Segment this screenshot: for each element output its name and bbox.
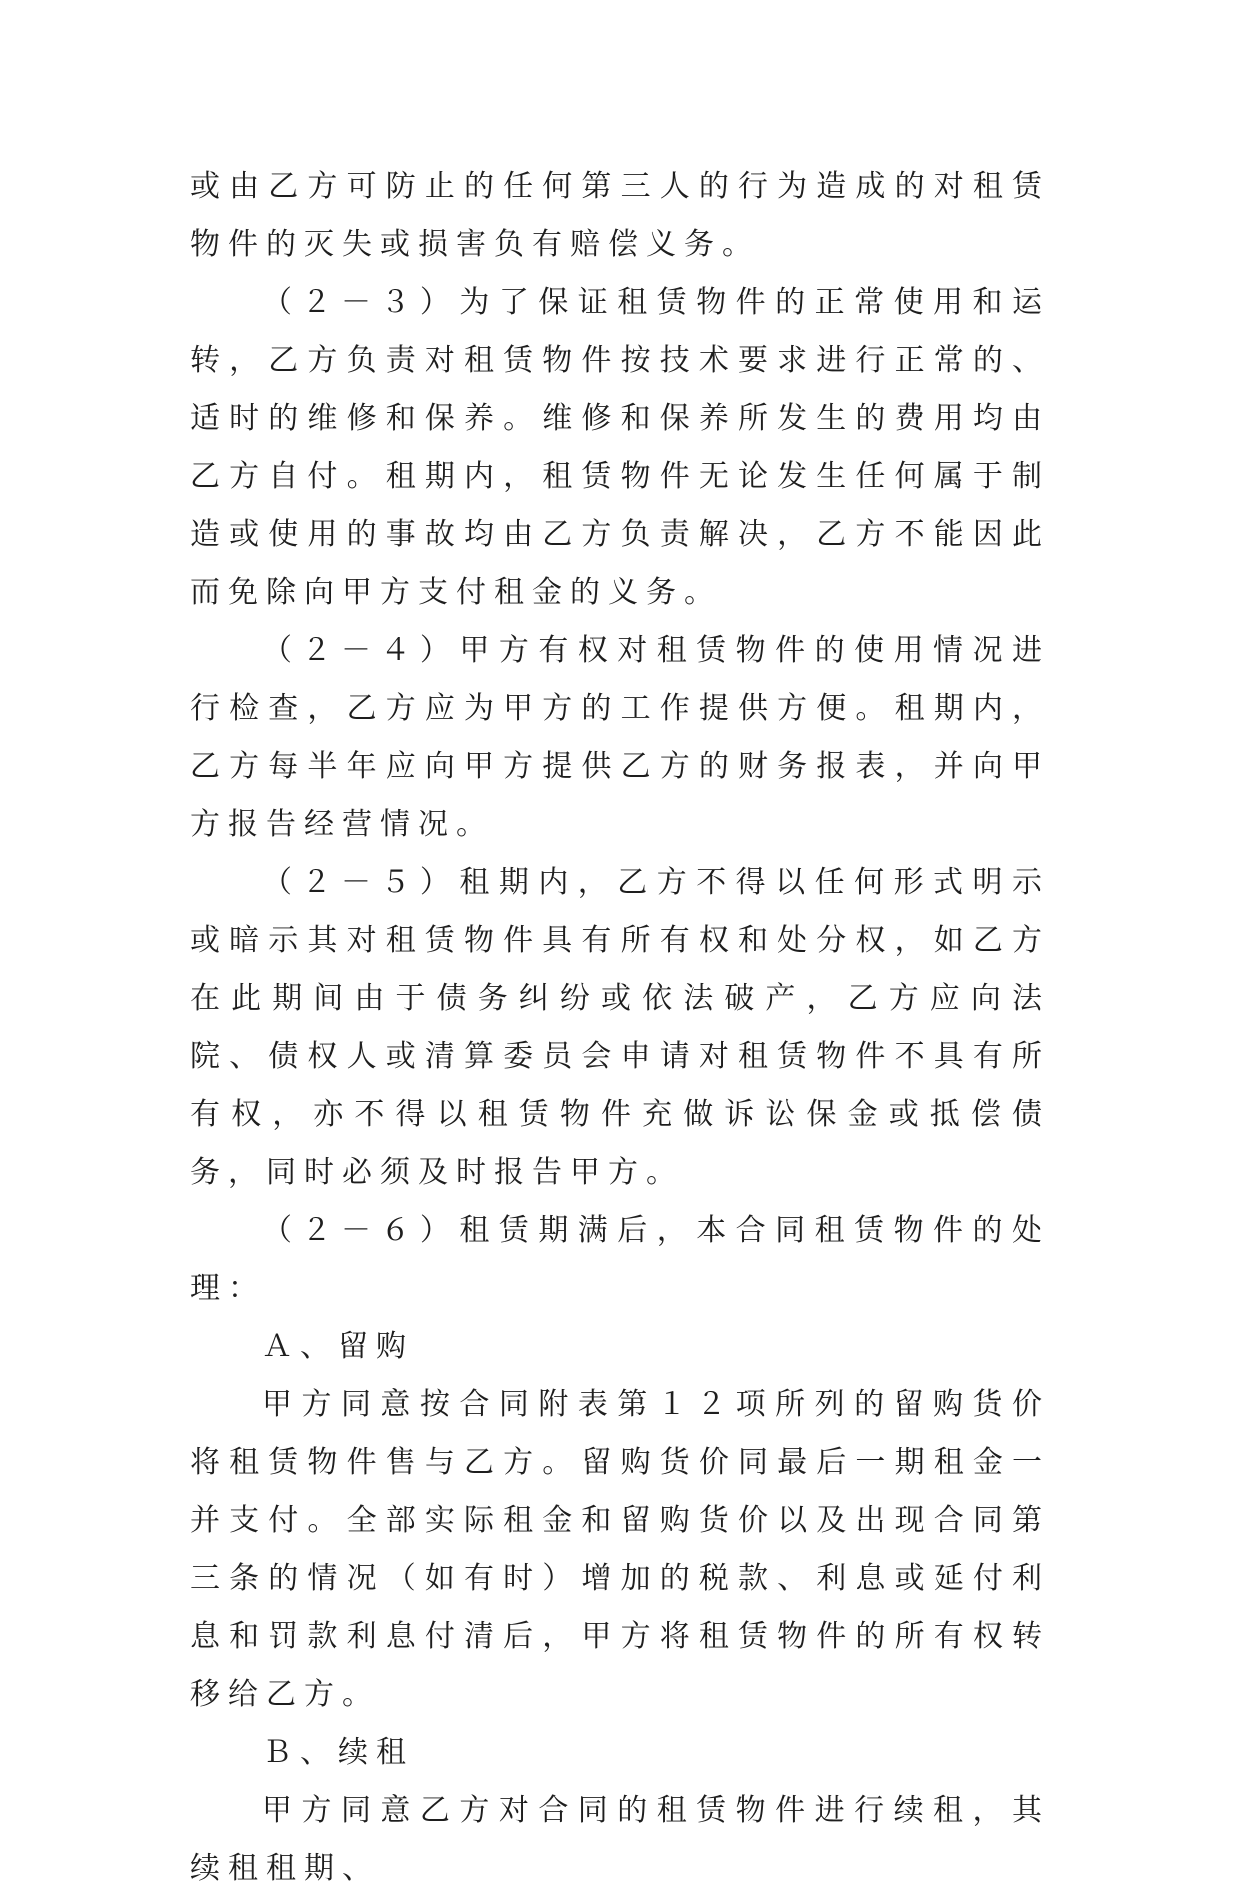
paragraph-clause-2-6: （２－６）租赁期满后，本合同租赁物件的处理： <box>190 1213 1050 1306</box>
paragraph-clause-2-4: （２－４）甲方有权对租赁物件的使用情况进行检查，乙方应为甲方的工作提供方便。租期内，乙方每半年应向甲方提供乙方的财务报表，并向甲方报告经营情况。 <box>190 633 1050 842</box>
heading-option-b: Ｂ、续租 <box>262 1735 414 1770</box>
paragraph-clause-2-5: （２－５）租期内，乙方不得以任何形式明示或暗示其对租赁物件具有所有权和处分权，如乙方在此期间由于债务纠纷或依法破产，乙方应向法院、债权人或清算委员会申请对租赁物件不具有所有权，亦不得以租赁物件充做诉讼保金或抵偿债务，同时必须及时报告甲方。 <box>190 865 1050 1190</box>
heading-option-a: Ａ、留购 <box>262 1329 414 1364</box>
paragraph-continuation: 或由乙方可防止的任何第三人的行为造成的对租赁物件的灭失或损害负有赔偿义务。 <box>190 169 1050 262</box>
paragraph-option-a: 甲方同意按合同附表第１２项所列的留购货价将租赁物件售与乙方。留购货价同最后一期租金一并支付。全部实际租金和留购货价以及出现合同第三条的情况（如有时）增加的税款、利息或延付利息和罚款利息付清后，甲方将租赁物件的所有权转移给乙方。 <box>190 1387 1050 1712</box>
paragraph-clause-2-3: （２－３）为了保证租赁物件的正常使用和运转，乙方负责对租赁物件按技术要求进行正常的、适时的维修和保养。维修和保养所发生的费用均由乙方自付。租期内，租赁物件无论发生任何属于制造或使用的事故均由乙方负责解决，乙方不能因此而免除向甲方支付租金的义务。 <box>190 285 1050 610</box>
document-body <box>190 158 1050 1898</box>
paragraph-option-b: 甲方同意乙方对合同的租赁物件进行续租，其续租租期、 <box>190 1793 1050 1886</box>
